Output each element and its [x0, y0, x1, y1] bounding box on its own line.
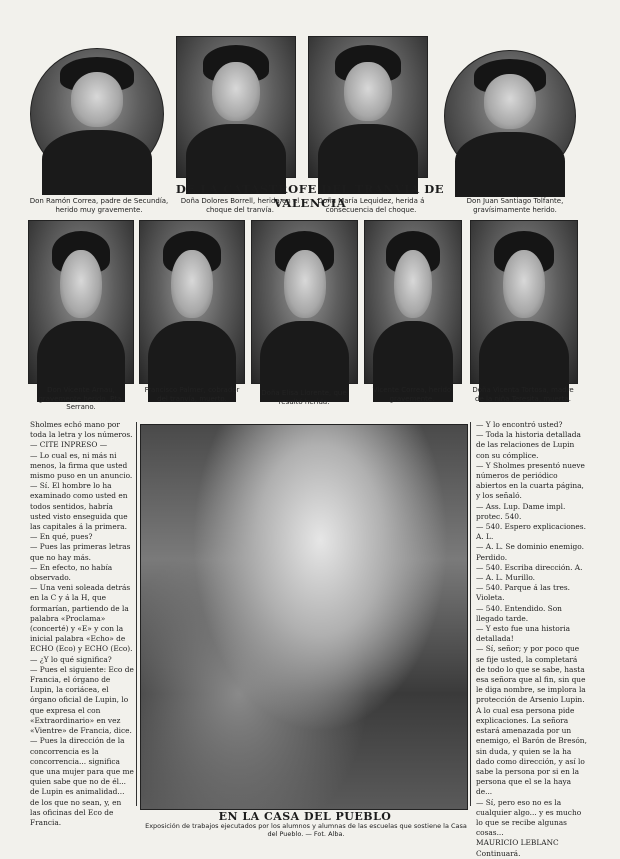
casa-del-pueblo-photo: [140, 424, 468, 810]
headline-tranvia: DE LA CATASTROFE DEL TRANVIA DE VALENCIA: [175, 182, 445, 210]
portrait-dolores-borrell: [176, 36, 296, 178]
right-text-column: — Y lo encontró usted? — Toda la historia detallada de las relaciones de Lupin con su cómplice. — Y Sholmes presentó nueve números de periódico abiertos en la cuarta página, y los señaló. — Ass. Lup. Dame impl. protec. 540. — 540. Espero explicaciones. A. L. — A. L. Se dominio enemigo. Perdido. — 540. Escriba dirección. A. — A. L. Murillo. — 540. Parque á las tres. Violeta. — 540. Entendido. Son llegado tarde. — Y esto fue una historia detallada! — Sí, señor; y por poco que se fije usted, la completará de todo lo que se sabe, hasta esa señora que al fin, sin que le diga nombre, se implora la protección de Arsenio Lupin. A lo cual esa persona pide explicaciones. La señora estará amenazada por un enemigo, el Barón de Bresón, sin duda, y quien se la ha dado como dirección, y así lo sabe la persona por si en la persona que el se la haya de... — Sí, pero eso no es la cualquier algo... y es mucho lo que se recibe algunas cosas... MAURICIO LEBLANC Continuará.: [476, 420, 587, 858]
caption-vicente-correa: Vicente Correa, herido gravemente.: [372, 386, 452, 403]
caption-casa-del-pueblo: Exposición de trabajos ejecutados por los alumnos y alumnas de las escuelas que sostiene la Casa del Pueblo. — Fot. Alba.: [145, 822, 467, 838]
portrait-vicenta-tortosa: [470, 220, 578, 384]
portrait-vicente-correa: [364, 220, 462, 384]
portrait-francisco-palmer: [139, 220, 245, 384]
caption-vicenta-tortosa: Doña Vicenta Tortosa, madre de la niña Teresita, muerta.: [472, 386, 574, 403]
left-text-column: Sholmes echó mano por toda la letra y los números. — CITE INPRESO — — Lo cual es, ni más ni menos, la firma que usted mismo puso en un anuncio. — Sí. El hombre lo ha examinado como usted en todos sentidos, habría usted visto enseguida que las capitales á la primera. — En qué, pues? — Pues las primeras letras que no hay más. — En efecto, no había observado. — Una veni soleada detrás en la C y á la H, que formarían, partiendo de la palabra «Proclama» (concerté) y «E» y con la inicial palabra «Echo» de ECHO (Eco) y ECHO (Eco). — ¿Y lo qué significa? — Pues el siguiente: Eco de Francia, el órgano de Lupin, la coriácea, el órgano oficial de Lupin, lo que expresa el con «Extraordinario» en vez «Vientre» de Francia, dice. — Pues la dirección de la concorrencia es la concorrencia... significa que una mujer para que me quien sabe que no de él... de Lupin es animalidad... de los que no sean, y, en las oficinas del Eco de Francia.: [30, 420, 134, 827]
left-column-divider: [136, 422, 137, 806]
caption-maria-lequidez: Doña María Lequidez, herida á consecuencia del choque.: [317, 197, 425, 214]
caption-ramon-correa: Don Ramón Correa, padre de Secundía, herido muy gravemente.: [29, 197, 169, 214]
caption-dolores-borrell: Doña Dolores Borrell, herida en el choque del tranvía.: [180, 197, 300, 214]
headline-casa-del-pueblo: EN LA CASA DEL PUEBLO: [218, 810, 392, 823]
portrait-ramon-correa: [30, 48, 164, 180]
caption-juan-santiago: Don Juan Santiago Tolfante, gravísimamente herido.: [466, 197, 564, 214]
caption-francisco-palmer: Francisco Palmer, cobrador del tranvía, muerto.: [144, 386, 240, 403]
portrait-maria-lequidez: [308, 36, 428, 178]
portrait-juan-santiago-tolfante: [444, 50, 576, 182]
caption-vicente-arnau: Don Vicente Arnau, gravemente herido, Pta. Serrano.: [38, 386, 124, 411]
portrait-vicente-arnau: [28, 220, 134, 384]
right-column-divider: [470, 422, 471, 806]
portrait-elisa-llorente: [251, 220, 358, 384]
caption-elisa-llorente: Doña Elisa Llorente, que resultó herida.: [261, 389, 347, 406]
